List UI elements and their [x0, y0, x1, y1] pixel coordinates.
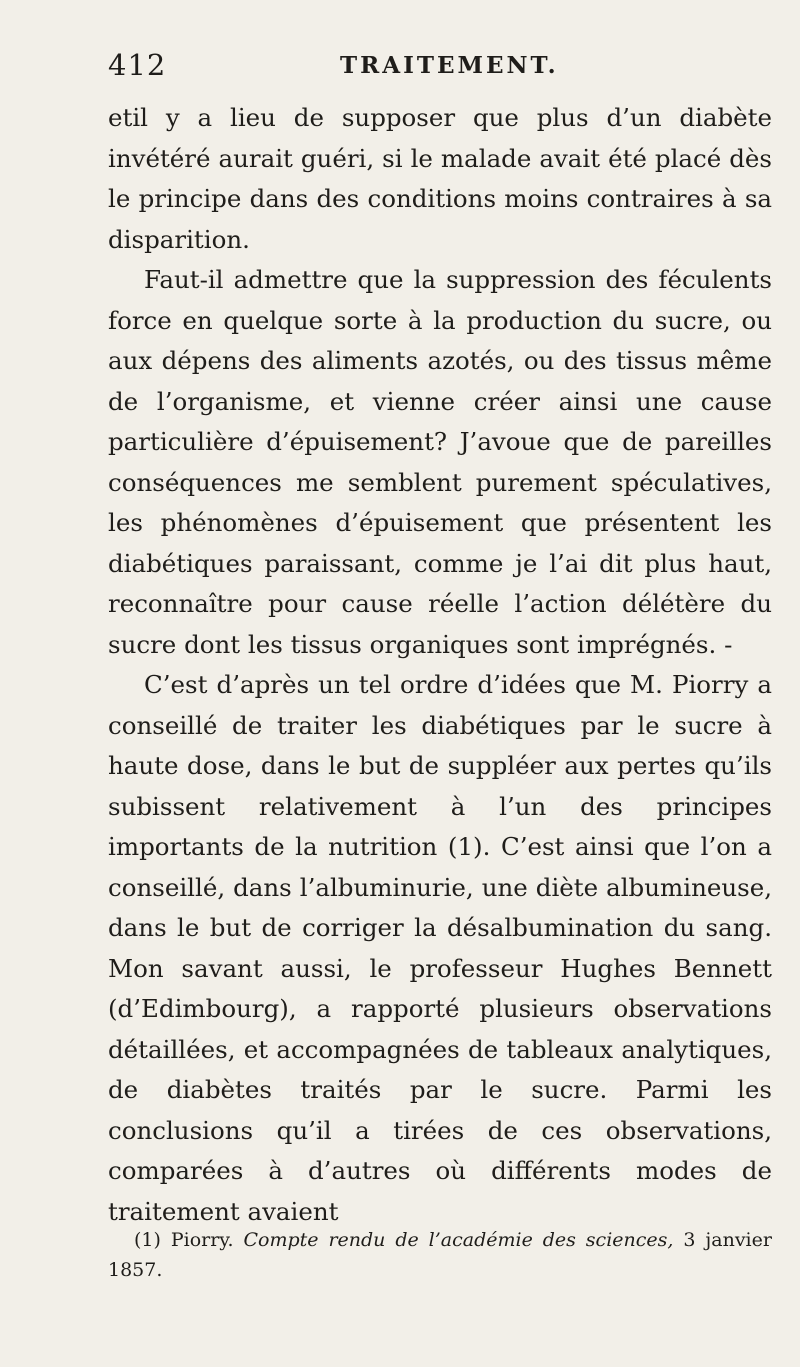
page-number: 412	[108, 48, 167, 82]
footnote-author: Piorry.	[170, 1229, 234, 1251]
footnote-title: Compte rendu de l’académie des sciences,	[243, 1229, 674, 1251]
paragraph-feculents: Faut-il admettre que la suppression des féculents force en quelque sorte à la production du sucre, ou aux dépens des aliments azotés, ou des tissus même de l’organisme, et vienne créer ainsi une cause particulière d’épuisement? J’avoue que de pareilles conséquences me semblent purement spéculatives, les phénomènes d’épuisement que présentent les diabétiques paraissant, comme je l’ai dit plus haut, reconnaître pour cause réelle l’action délétère du sucre dont les tissus organiques sont imprégnés. -	[108, 265, 772, 659]
paragraph-piorry: C’est d’après un tel ordre d’idées que M. Piorry a conseillé de traiter les diabétiques par le sucre à haute dose, dans le but de suppléer aux pertes qu’ils subissent relativement à l’un des principes importants de la nutrition (1). C’est ainsi que l’on a conseillé, dans l’albuminurie, une diète albumineuse, dans le but de corriger la désalbumination du sang. Mon savant aussi, le professeur Hughes Bennett (d’Edimbourg), a rapporté plusieurs observations détaillées, et accompagnées de tableaux analytiques, de diabètes traités par le sucre. Parmi les conclusions qu’il a tirées de ces observations, comparées à d’autres où différents modes de traitement avaient	[108, 670, 772, 1226]
footnote-marker: (1)	[134, 1229, 161, 1251]
running-title: TRAITEMENT.	[340, 52, 559, 79]
page-header	[108, 48, 768, 88]
footnote	[108, 1225, 772, 1285]
body-text	[108, 98, 772, 1232]
footnote-date: 3 janvier 1857.	[108, 1229, 772, 1281]
paragraph-continuation: etil y a lieu de supposer que plus d’un diabète invétéré aurait guéri, si le malade avait été placé dès le principe dans des conditions moins contraires à sa disparition.	[108, 103, 772, 254]
